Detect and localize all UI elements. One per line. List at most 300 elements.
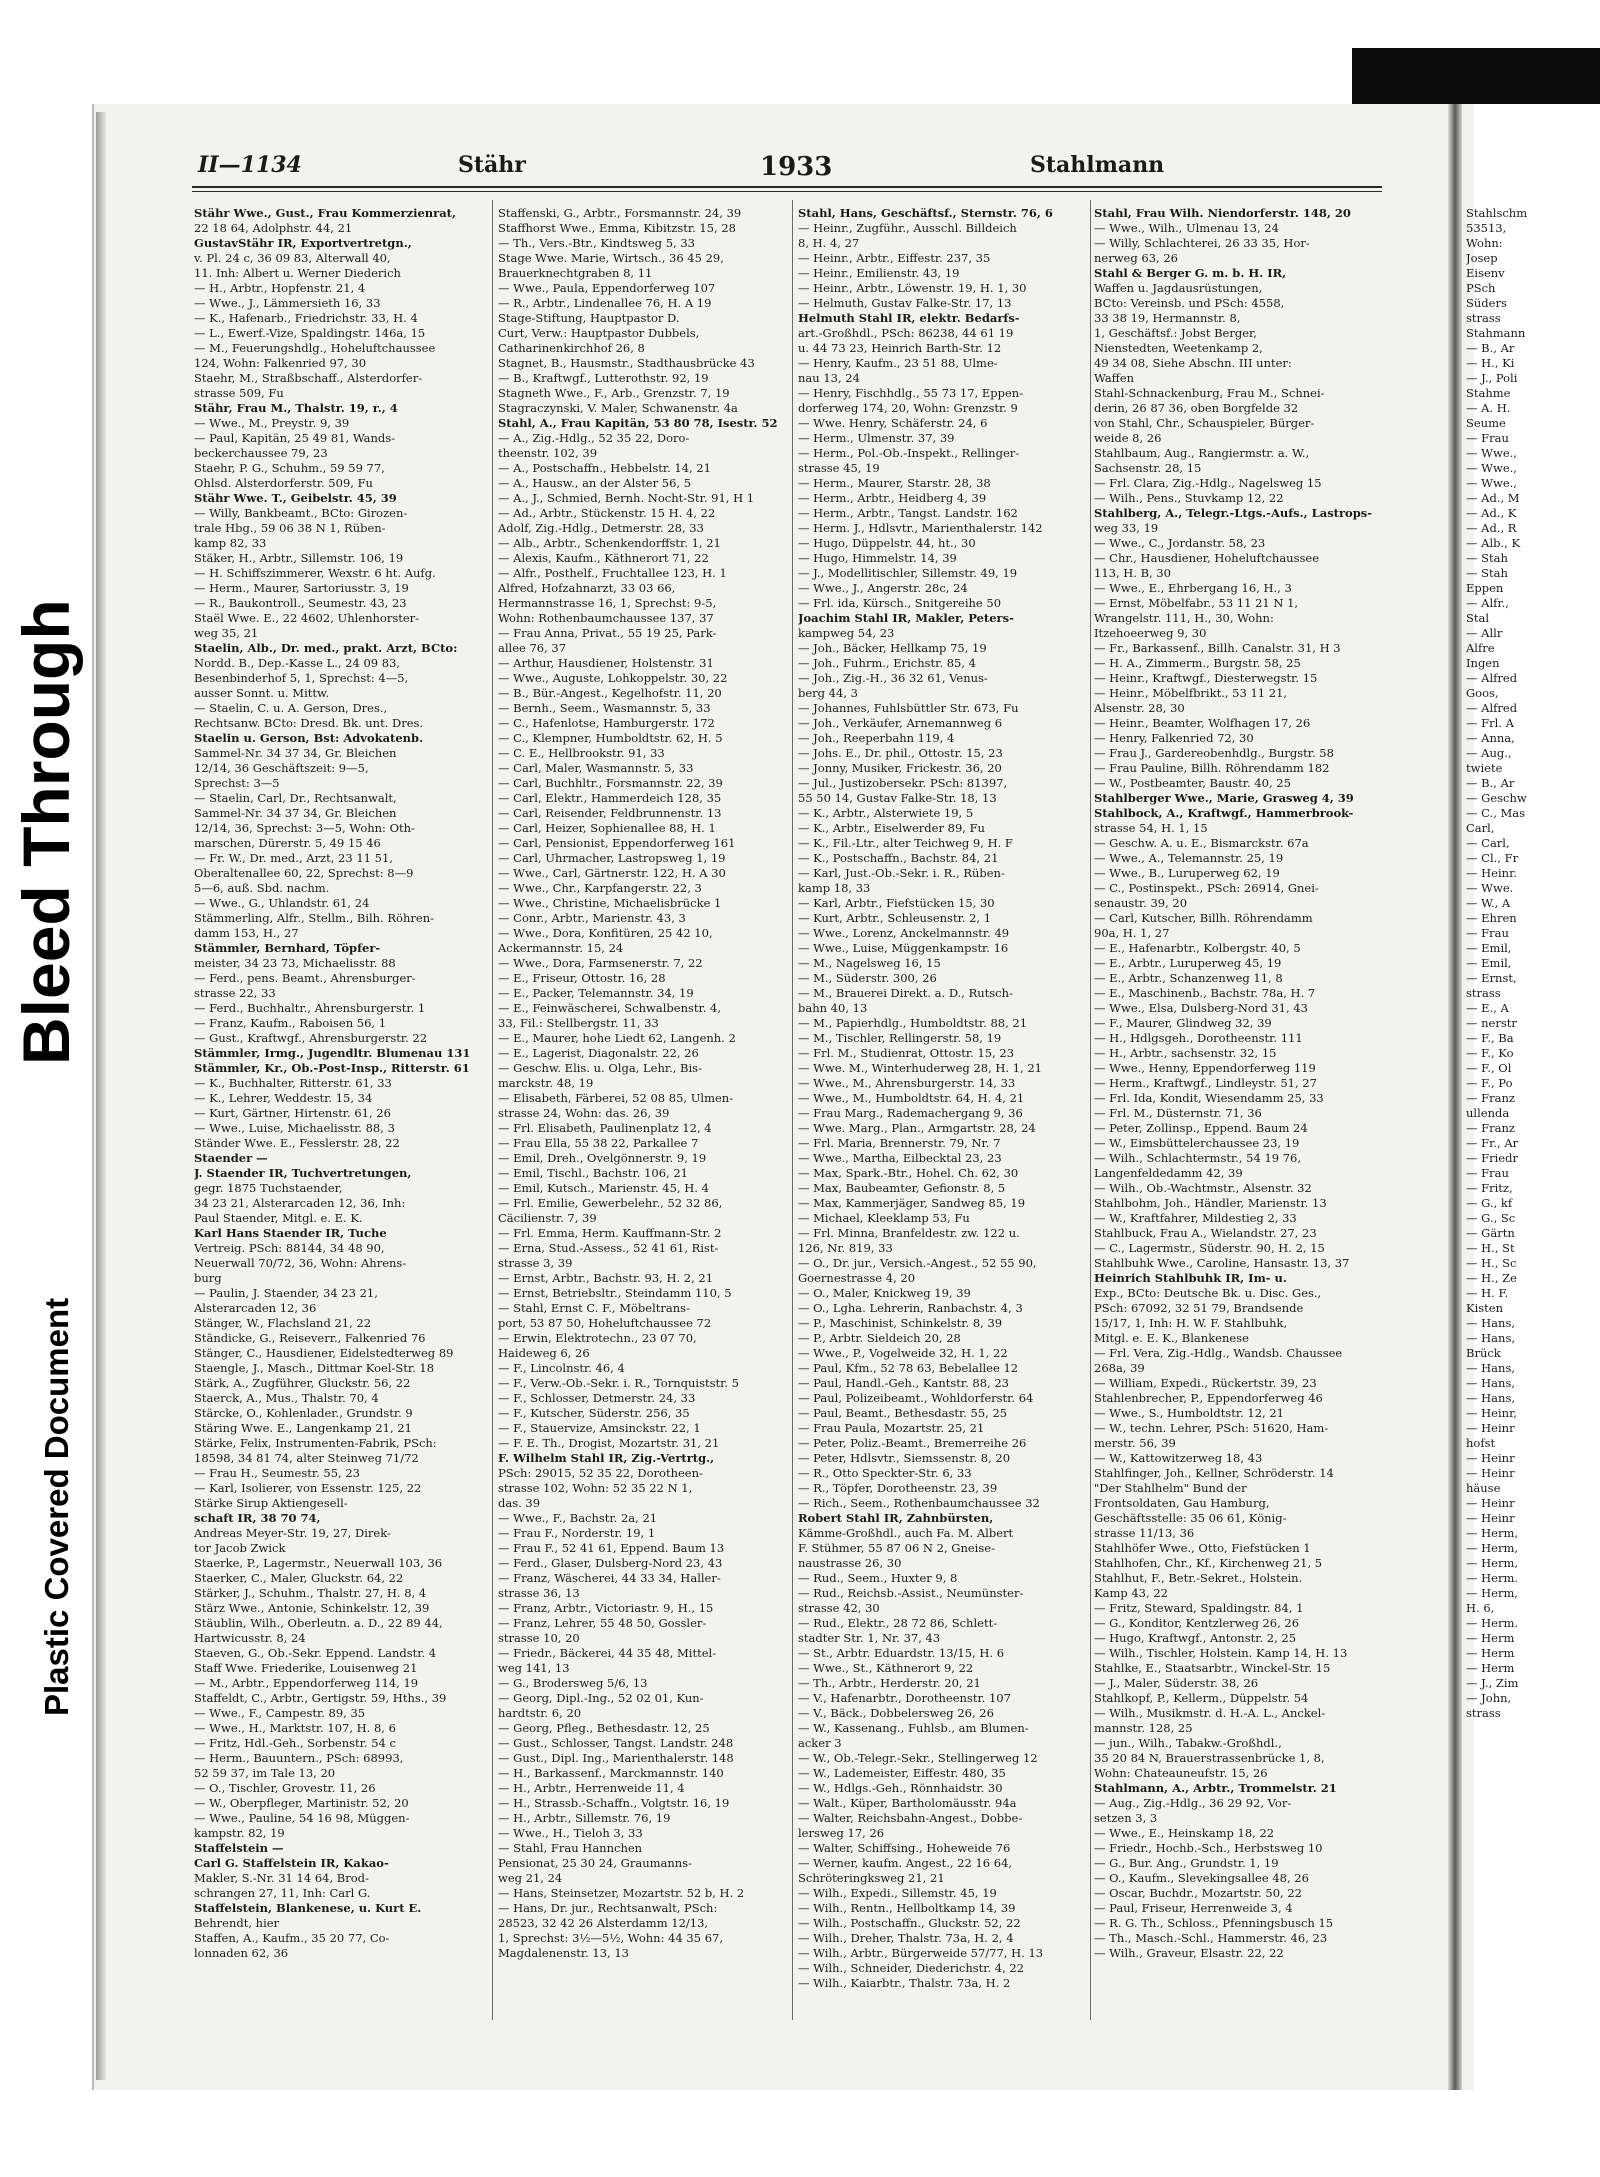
- directory-entry: — V., Hafenarbtr., Dorotheenstr. 107: [798, 1691, 1011, 1705]
- facing-page-entry: — Hans,: [1466, 1376, 1516, 1390]
- directory-entry: — Chr., Hausdiener, Hoheluftchaussee: [1094, 551, 1320, 565]
- directory-entry: 15/17, 1, Inh: H. W. F. Stahlbuhk,: [1094, 1316, 1288, 1330]
- directory-entry: — Rich., Seem., Rothenbaumchaussee 32: [798, 1496, 1040, 1510]
- facing-page-entry: — C., Mas: [1466, 806, 1526, 820]
- directory-entry: — Rud., Reichsb.-Assist., Neumünster-: [798, 1586, 1024, 1600]
- facing-page-entry: — Herm: [1466, 1631, 1515, 1645]
- directory-entry: — L., Ewerf.-Vize, Spaldingstr. 146a, 15: [194, 326, 426, 340]
- directory-entry: — P., Maschinist, Schinkelstr. 8, 39: [798, 1316, 1003, 1330]
- directory-entry: Behrendt, hier: [194, 1916, 280, 1930]
- facing-page-entry: — F., Po: [1466, 1076, 1513, 1090]
- directory-entry: — M., Süderstr. 300, 26: [798, 971, 937, 985]
- guide-word-left: Stähr: [458, 152, 526, 178]
- facing-page-entry: — Alfred: [1466, 671, 1518, 685]
- facing-page-entry: — H., Sc: [1466, 1256, 1517, 1270]
- directory-entry: Adolf, Zig.-Hdlg., Detmerstr. 28, 33: [498, 521, 704, 535]
- directory-entry: schaft IR, 38 70 74,: [194, 1511, 321, 1525]
- directory-entry: — W., Postbeamter, Baustr. 40, 25: [1094, 776, 1291, 790]
- directory-entry: — W., Kraftfahrer, Mildestieg 2, 33: [1094, 1211, 1297, 1225]
- facing-page-entry: — H., Ki: [1466, 356, 1515, 370]
- facing-page-entry: Stahme: [1466, 386, 1511, 400]
- facing-page-entry: — Heinr: [1466, 1421, 1515, 1435]
- facing-page-entry: — Ernst,: [1466, 971, 1517, 985]
- directory-entry: — Wwe., Dora, Farmsenerstr. 7, 22: [498, 956, 703, 970]
- facing-page-entry: — Wwe.: [1466, 881, 1514, 895]
- facing-page-entry: — Heinr: [1466, 1451, 1515, 1465]
- directory-entry: — O., Dr. jur., Versich.-Angest., 52 55 90,: [798, 1256, 1037, 1270]
- directory-entry: Catharinenkirchhof 26, 8: [498, 341, 645, 355]
- directory-entry: — St., Arbtr. Eduardstr. 13/15, H. 6: [798, 1646, 1005, 1660]
- directory-entry: Nordd. B., Dep.-Kasse L., 24 09 83,: [194, 656, 401, 670]
- directory-entry: — R., Töpfer, Dorotheenstr. 23, 39: [798, 1481, 998, 1495]
- directory-entry: strasse 24, Wohn: das. 26, 39: [498, 1106, 670, 1120]
- directory-entry: Stämmler, Bernhard, Töpfer-: [194, 941, 381, 955]
- directory-entry: — Herm. J., Hdlsvtr., Marienthalerstr. 142: [798, 521, 1043, 535]
- directory-entry: — Frl. Minna, Branfeldestr. zw. 122 u.: [798, 1226, 1020, 1240]
- directory-entry: — Stahl, Ernst C. F., Möbeltrans-: [498, 1301, 690, 1315]
- directory-entry: — K., Hafenarb., Friedrichstr. 33, H. 4: [194, 311, 418, 325]
- directory-entry: — Carl, Reisender, Feldbrunnenstr. 13: [498, 806, 722, 820]
- column-1: [194, 206, 484, 1961]
- guide-word-right: Stahlmann: [1030, 152, 1165, 178]
- directory-entry: allee 76, 37: [498, 641, 567, 655]
- directory-entry: — Frau H., Seumestr. 55, 23: [194, 1466, 360, 1480]
- directory-entry: Staerke, P., Lagermstr., Neuerwall 103, 36: [194, 1556, 443, 1570]
- scanner-black-corner: [1352, 48, 1600, 104]
- directory-entry: Joachim Stahl IR, Makler, Peters-: [798, 611, 1014, 625]
- directory-entry: Stahl, Hans, Geschäftsf., Sternstr. 76, 6: [798, 206, 1053, 220]
- directory-entry: Stahlke, E., Staatsarbtr., Winckel-Str. 15: [1094, 1661, 1331, 1675]
- directory-entry: Rechtsanw. BCto: Dresd. Bk. unt. Dres.: [194, 716, 424, 730]
- directory-entry: — K., Postschaffn., Bachstr. 84, 21: [798, 851, 999, 865]
- directory-entry: — Walter, Schiffsing., Hoheweide 76: [798, 1841, 1011, 1855]
- directory-entry: — F., Schlosser, Detmerstr. 24, 33: [498, 1391, 696, 1405]
- facing-page-entry: — Heinr: [1466, 1496, 1515, 1510]
- directory-entry: u. 44 73 23, Heinrich Barth-Str. 12: [798, 341, 1002, 355]
- directory-entry: meister, 34 23 73, Michaelisstr. 88: [194, 956, 396, 970]
- directory-entry: — Max, Baubeamter, Gefionstr. 8, 5: [798, 1181, 1006, 1195]
- directory-entry: — Franz, Arbtr., Victoriastr. 9, H., 15: [498, 1601, 714, 1615]
- facing-page-entry: Seume: [1466, 416, 1506, 430]
- directory-entry: — Heinr., Beamter, Wolfhagen 17, 26: [1094, 716, 1311, 730]
- directory-entry: — G., Konditor, Kentzlerweg 26, 26: [1094, 1616, 1300, 1630]
- directory-entry: — Georg, Pfleg., Bethesdastr. 12, 25: [498, 1721, 710, 1735]
- facing-page-entry: — B., Ar: [1466, 341, 1515, 355]
- directory-entry: — W., techn. Lehrer, PSch: 51620, Ham-: [1094, 1421, 1329, 1435]
- facing-page-entry: — Emil,: [1466, 941, 1512, 955]
- facing-page-entry: Stahmann: [1466, 326, 1526, 340]
- directory-entry: — Ferd., pens. Beamt., Ahrensburger-: [194, 971, 416, 985]
- directory-entry: — Franz, Lehrer, 55 48 50, Gossler-: [498, 1616, 707, 1630]
- directory-entry: Stagnet, B., Hausmstr., Stadthausbrücke 43: [498, 356, 755, 370]
- directory-entry: Sammel-Nr. 34 37 34, Gr. Bleichen: [194, 806, 397, 820]
- directory-entry: — Frl. Maria, Brennerstr. 79, Nr. 7: [798, 1136, 1001, 1150]
- directory-entry: — Carl, Buchhltr., Forsmannstr. 22, 39: [498, 776, 723, 790]
- directory-entry: — Carl, Pensionist, Eppendorferweg 161: [498, 836, 736, 850]
- directory-entry: — W., Eimsbüttelerchaussee 23, 19: [1094, 1136, 1300, 1150]
- directory-entry: — E., Lagerist, Diagonalstr. 22, 26: [498, 1046, 699, 1060]
- facing-page-entry: — Frau: [1466, 431, 1509, 445]
- directory-entry: — Wwe., M., Humboldtstr. 64, H. 4, 21: [798, 1091, 1025, 1105]
- directory-entry: Stärke, Felix, Instrumenten-Fabrik, PSch:: [194, 1436, 437, 1450]
- directory-entry: — Wwe., Luise, Müggenkampstr. 16: [798, 941, 1009, 955]
- directory-entry: — Frau Anna, Privat., 55 19 25, Park-: [498, 626, 717, 640]
- page-binding-edge: [96, 112, 106, 2080]
- facing-page-entry: — H., St: [1466, 1241, 1515, 1255]
- directory-entry: 1, Sprechst: 3½—5½, Wohn: 44 35 67,: [498, 1931, 723, 1945]
- directory-entry: Haideweg 6, 26: [498, 1346, 590, 1360]
- directory-entry: strasse 10, 20: [498, 1631, 580, 1645]
- directory-entry: mannstr. 128, 25: [1094, 1721, 1193, 1735]
- directory-entry: Alsterarcaden 12, 36: [194, 1301, 317, 1315]
- directory-entry: — Ernst, Arbtr., Bachstr. 93, H. 2, 21: [498, 1271, 714, 1285]
- directory-entry: — Paul, Beamt., Bethesdastr. 55, 25: [798, 1406, 1008, 1420]
- directory-entry: — Wwe. M., Winterhuderweg 28, H. 1, 21: [798, 1061, 1042, 1075]
- directory-entry: Staengle, J., Masch., Dittmar Koel-Str. 18: [194, 1361, 435, 1375]
- directory-entry: Stahl, Frau Wilh. Niendorferstr. 148, 20: [1094, 206, 1351, 220]
- directory-entry: — Wilh., Postschaffn., Gluckstr. 52, 22: [798, 1916, 1021, 1930]
- facing-page-entry: Alfre: [1466, 641, 1495, 655]
- facing-page-entry: — F., Ko: [1466, 1046, 1514, 1060]
- directory-entry: Staff Wwe. Friederike, Louisenweg 21: [194, 1661, 418, 1675]
- directory-entry: Alfred, Hofzahnarzt, 33 03 66,: [498, 581, 676, 595]
- facing-page-entry: Kisten: [1466, 1301, 1504, 1315]
- directory-entry: das. 39: [498, 1496, 541, 1510]
- directory-entry: — H., Arbtr., Herrenweide 11, 4: [498, 1781, 685, 1795]
- directory-entry: 8, H. 4, 27: [798, 236, 860, 250]
- directory-entry: strasse 11/13, 36: [1094, 1526, 1195, 1540]
- facing-page-entry: — E., A: [1466, 1001, 1509, 1015]
- directory-entry: — Erna, Stud.-Assess., 52 41 61, Rist-: [498, 1241, 719, 1255]
- facing-page-entry: — Frau: [1466, 926, 1509, 940]
- directory-entry: — A., Zig.-Hdlg., 52 35 22, Doro-: [498, 431, 690, 445]
- directory-entry: Hermannstrasse 16, 1, Sprechst: 9-5,: [498, 596, 717, 610]
- directory-entry: Stänger, W., Flachsland 21, 22: [194, 1316, 372, 1330]
- directory-entry: Stämmler, Irmg., Jugendltr. Blumenau 131: [194, 1046, 471, 1060]
- directory-entry: 28523, 32 42 26 Alsterdamm 12/13,: [498, 1916, 709, 1930]
- directory-entry: strasse 42, 30: [798, 1601, 880, 1615]
- facing-page-entry: — Alfred: [1466, 701, 1518, 715]
- directory-entry: — William, Expedi., Rückertstr. 39, 23: [1094, 1376, 1317, 1390]
- column-4: [1094, 206, 1384, 1961]
- directory-entry: — F., Maurer, Glindweg 32, 39: [1094, 1016, 1272, 1030]
- directory-entry: — Henry, Falkenried 72, 30: [1094, 731, 1254, 745]
- directory-entry: von Stahl, Chr., Schauspieler, Bürger-: [1094, 416, 1315, 430]
- directory-entry: — Wwe., Martha, Eilbecktal 23, 23: [798, 1151, 1002, 1165]
- directory-entry: BCto: Vereinsb. und PSch: 4558,: [1094, 296, 1285, 310]
- directory-entry: marschen, Dürerstr. 5, 49 15 46: [194, 836, 381, 850]
- facing-page-entry: — J., Poli: [1466, 371, 1518, 385]
- directory-entry: Stärcke, O., Kohlenlader., Grundstr. 9: [194, 1406, 413, 1420]
- directory-entry: — Henry, Fischhdlg., 55 73 17, Eppen-: [798, 386, 1024, 400]
- facing-page-entry: — Herm,: [1466, 1586, 1519, 1600]
- directory-entry: — Hans, Dr. jur., Rechtsanwalt, PSch:: [498, 1901, 718, 1915]
- facing-page-entry: — A. H.: [1466, 401, 1511, 415]
- directory-entry: Frontsoldaten, Gau Hamburg,: [1094, 1496, 1270, 1510]
- facing-page-entry: — H., Ze: [1466, 1271, 1517, 1285]
- directory-entry: — H. Schiffszimmerer, Wexstr. 6 ht. Aufg.: [194, 566, 436, 580]
- directory-entry: — G., Bur. Ang., Grundstr. 1, 19: [1094, 1856, 1279, 1870]
- directory-entry: — E., Maschinenb., Bachstr. 78a, H. 7: [1094, 986, 1316, 1000]
- directory-entry: — O., Maler, Knickweg 19, 39: [798, 1286, 971, 1300]
- directory-entry: Helmuth Stahl IR, elektr. Bedarfs-: [798, 311, 1020, 325]
- directory-entry: — K., Arbtr., Eiselwerder 89, Fu: [798, 821, 985, 835]
- directory-entry: — G., Brodersweg 5/6, 13: [498, 1676, 648, 1690]
- directory-entry: — Paulin, J. Staender, 34 23 21,: [194, 1286, 378, 1300]
- directory-entry: — Frl. Emilie, Gewerbelehr., 52 32 86,: [498, 1196, 723, 1210]
- directory-entry: Ohlsd. Alsterdorferstr. 509, Fu: [194, 476, 373, 490]
- directory-entry: — Herm., Bauuntern., PSch: 68993,: [194, 1751, 404, 1765]
- facing-page-entry: — Hans,: [1466, 1316, 1516, 1330]
- facing-page-entry: — Fritz,: [1466, 1181, 1513, 1195]
- directory-entry: — R., Otto Speckter-Str. 6, 33: [798, 1466, 972, 1480]
- directory-entry: Stahlmann, A., Arbtr., Trommelstr. 21: [1094, 1781, 1337, 1795]
- directory-entry: Andreas Meyer-Str. 19, 27, Direk-: [194, 1526, 391, 1540]
- directory-entry: Staffeldt, C., Arbtr., Gertigstr. 59, Hths., 39: [194, 1691, 447, 1705]
- directory-entry: — A., Hausw., an der Alster 56, 5: [498, 476, 692, 490]
- page-number: II—1134: [198, 152, 302, 178]
- directory-entry: — Gust., Dipl. Ing., Marienthalerstr. 148: [498, 1751, 734, 1765]
- directory-entry: — Emil, Tischl., Bachstr. 106, 21: [498, 1166, 688, 1180]
- directory-entry: — Wilh., Pens., Stuvkamp 12, 22: [1094, 491, 1284, 505]
- directory-entry: Staeven, G., Ob.-Sekr. Eppend. Landstr. 4: [194, 1646, 437, 1660]
- directory-entry: — Wwe., Henny, Eppendorferweg 119: [1094, 1061, 1316, 1075]
- directory-entry: Sammel-Nr. 34 37 34, Gr. Bleichen: [194, 746, 397, 760]
- directory-entry: — Joh., Reeperbahn 119, 4: [798, 731, 955, 745]
- facing-page-entry: — Anna,: [1466, 731, 1515, 745]
- directory-entry: Nienstedten, Weetenkamp 2,: [1094, 341, 1263, 355]
- directory-entry: — Max, Spark.-Btr., Hohel. Ch. 62, 30: [798, 1166, 1019, 1180]
- directory-entry: — Frau F., 52 41 61, Eppend. Baum 13: [498, 1541, 725, 1555]
- directory-entry: — Peter, Zollinsp., Eppend. Baum 24: [1094, 1121, 1308, 1135]
- directory-entry: F. Stühmer, 55 87 06 N 2, Gneise-: [798, 1541, 995, 1555]
- directory-entry: dorferweg 174, 20, Wohn: Grenzstr. 9: [798, 401, 1018, 415]
- directory-entry: — B., Kraftwgf., Lutterothstr. 92, 19: [498, 371, 709, 385]
- directory-entry: — Fr. W., Dr. med., Arzt, 23 11 51,: [194, 851, 393, 865]
- directory-entry: berg 44, 3: [798, 686, 858, 700]
- facing-page-entry: Eppen: [1466, 581, 1504, 595]
- directory-entry: — F., Stauervize, Amsinckstr. 22, 1: [498, 1421, 701, 1435]
- directory-entry: — Peter, Poliz.-Beamt., Bremerreihe 26: [798, 1436, 1027, 1450]
- directory-entry: — Wilh., Tischler, Holstein. Kamp 14, H. 13: [1094, 1646, 1348, 1660]
- directory-entry: — Ernst, Möbelfabr., 53 11 21 N 1,: [1094, 596, 1299, 610]
- directory-entry: Ständicke, G., Reiseverr., Falkenried 76: [194, 1331, 426, 1345]
- directory-entry: weg 33, 19: [1094, 521, 1159, 535]
- facing-page-entry: — Cl., Fr: [1466, 851, 1519, 865]
- directory-entry: — Herm., Maurer, Starstr. 28, 38: [798, 476, 991, 490]
- directory-entry: strasse 3, 39: [498, 1256, 573, 1270]
- directory-entry: derin, 26 87 36, oben Borgfelde 32: [1094, 401, 1299, 415]
- directory-entry: Carl G. Staffelstein IR, Kakao-: [194, 1856, 389, 1870]
- directory-entry: nerweg 63, 26: [1094, 251, 1178, 265]
- column-divider: [792, 200, 793, 2020]
- facing-page-entry: — Herm,: [1466, 1541, 1519, 1555]
- directory-entry: gegr. 1875 Tuchstaender,: [194, 1181, 343, 1195]
- directory-entry: — Frau Ella, 55 38 22, Parkallee 7: [498, 1136, 699, 1150]
- directory-entry: — Wilh., Musikmstr. d. H.-A. L., Anckel-: [1094, 1706, 1326, 1720]
- facing-page-entry: Süders: [1466, 296, 1507, 310]
- directory-entry: — E., Feinwäscherei, Schwalbenstr. 4,: [498, 1001, 722, 1015]
- directory-entry: 5—6, auß. Sbd. nachm.: [194, 881, 330, 895]
- directory-entry: — Wwe., A., Telemannstr. 25, 19: [1094, 851, 1284, 865]
- directory-entry: — H. A., Zimmerm., Burgstr. 58, 25: [1094, 656, 1301, 670]
- directory-entry: — Wwe., Chr., Karpfangerstr. 22, 3: [498, 881, 702, 895]
- directory-entry: Stage-Stiftung, Hauptpastor D.: [498, 311, 680, 325]
- directory-entry: — O., Lgha. Lehrerin, Ranbachstr. 4, 3: [798, 1301, 1023, 1315]
- directory-entry: 34 23 21, Alsterarcaden 12, 36, Inh:: [194, 1196, 406, 1210]
- directory-entry: Stärke Sirup Aktiengesell-: [194, 1496, 348, 1510]
- directory-entry: strasse 102, Wohn: 52 35 22 N 1,: [498, 1481, 693, 1495]
- facing-page-entry: 53513,: [1466, 221, 1507, 235]
- directory-entry: — H., Strassb.-Schaffn., Volgtstr. 16, 19: [498, 1796, 730, 1810]
- facing-page-entry: — F., Ol: [1466, 1061, 1512, 1075]
- directory-entry: Stage Wwe. Marie, Wirtsch., 36 45 29,: [498, 251, 724, 265]
- facing-page-entry: — J., Zim: [1466, 1676, 1519, 1690]
- directory-entry: merstr. 56, 39: [1094, 1436, 1176, 1450]
- header-rule-thin: [192, 191, 1382, 192]
- directory-entry: — Oscar, Buchdr., Mozartstr. 50, 22: [1094, 1886, 1302, 1900]
- directory-entry: Staffenski, G., Arbtr., Forsmannstr. 24, 39: [498, 206, 742, 220]
- directory-entry: — V., Bäck., Dobbelersweg 26, 26: [798, 1706, 994, 1720]
- directory-entry: Stärz Wwe., Antonie, Schinkelstr. 12, 39: [194, 1601, 430, 1615]
- directory-entry: — W., Kassenang., Fuhlsb., am Blumen-: [798, 1721, 1029, 1735]
- facing-page-entry: — Heinr,: [1466, 1406, 1517, 1420]
- facing-page-entry: — G., Sc: [1466, 1211, 1516, 1225]
- directory-entry: — Arthur, Hausdiener, Holstenstr. 31: [498, 656, 714, 670]
- directory-entry: — C. E., Hellbrookstr. 91, 33: [498, 746, 665, 760]
- directory-entry: burg: [194, 1271, 222, 1285]
- directory-entry: — Jul., Justizobersekr. PSch: 81397,: [798, 776, 1008, 790]
- directory-entry: — Wwe., Luise, Michaelisstr. 88, 3: [194, 1121, 395, 1135]
- directory-entry: Ständer Wwe. E., Fesslerstr. 28, 22: [194, 1136, 400, 1150]
- directory-entry: — Frl. Ida, Kondit, Wiesendamm 25, 33: [1094, 1091, 1324, 1105]
- directory-entry: 22 18 64, Adolphstr. 44, 21: [194, 221, 353, 235]
- directory-entry: — Paul, Friseur, Herrenweide 3, 4: [1094, 1901, 1293, 1915]
- directory-entry: Goernestrasse 4, 20: [798, 1271, 916, 1285]
- directory-entry: — M., Tischler, Rellingerstr. 58, 19: [798, 1031, 1002, 1045]
- facing-page-entry: Eisenv: [1466, 266, 1505, 280]
- directory-entry: — Carl, Uhrmacher, Lastropsweg 1, 19: [498, 851, 726, 865]
- directory-entry: — Carl, Elektr., Hammerdeich 128, 35: [498, 791, 722, 805]
- directory-entry: — F., Kutscher, Süderstr. 256, 35: [498, 1406, 690, 1420]
- directory-entry: lonnaden 62, 36: [194, 1946, 289, 1960]
- directory-entry: kamp 82, 33: [194, 536, 267, 550]
- directory-entry: — Wwe., J., Lämmersieth 16, 33: [194, 296, 381, 310]
- directory-entry: — Fr., Barkassenf., Billh. Canalstr. 31, H 3: [1094, 641, 1341, 655]
- facing-page-entry: Ingen: [1466, 656, 1500, 670]
- directory-entry: — H., Arbtr., Hopfenstr. 21, 4: [194, 281, 366, 295]
- directory-entry: Stämmerling, Alfr., Stellm., Bilh. Röhren-: [194, 911, 434, 925]
- directory-entry: — H., Hdlgsgeh., Dorotheenstr. 111: [1094, 1031, 1303, 1045]
- directory-entry: Heinrich Stahlbuhk IR, Im- u.: [1094, 1271, 1287, 1285]
- directory-entry: — Wwe., M., Preystr. 9, 39: [194, 416, 350, 430]
- directory-entry: — W., Oberpfleger, Martinistr. 52, 20: [194, 1796, 409, 1810]
- facing-page-entry: — Allr: [1466, 626, 1503, 640]
- directory-entry: weg 141, 13: [498, 1661, 570, 1675]
- directory-entry: — B., Bür.-Angest., Kegelhofstr. 11, 20: [498, 686, 722, 700]
- directory-entry: — Frau J., Gardereobenhdlg., Burgstr. 58: [1094, 746, 1334, 760]
- directory-entry: — Herm., Pol.-Ob.-Inspekt., Rellinger-: [798, 446, 1020, 460]
- directory-entry: Stahlbaum, Aug., Rangiermstr. a. W.,: [1094, 446, 1310, 460]
- directory-entry: 18598, 34 81 74, alter Steinweg 71/72: [194, 1451, 419, 1465]
- directory-entry: — Wwe., C., Jordanstr. 58, 23: [1094, 536, 1266, 550]
- directory-entry: Paul Staender, Mitgl. e. E. K.: [194, 1211, 363, 1225]
- directory-entry: — F., Lincolnstr. 46, 4: [498, 1361, 625, 1375]
- directory-entry: Kämme-Großhdl., auch Fa. M. Albert: [798, 1526, 1014, 1540]
- directory-entry: — Frau Paula, Mozartstr. 25, 21: [798, 1421, 985, 1435]
- directory-entry: Langenfeldedamm 42, 39: [1094, 1166, 1243, 1180]
- directory-entry: — Wilh., Arbtr., Bürgerweide 57/77, H. 13: [798, 1946, 1044, 1960]
- directory-entry: Stahl & Berger G. m. b. H. IR,: [1094, 266, 1287, 280]
- directory-entry: — Joh., Zig.-H., 36 32 61, Venus-: [798, 671, 988, 685]
- directory-entry: — Carl, Maler, Wasmannstr. 5, 33: [498, 761, 694, 775]
- directory-entry: — Frl. M., Studienrat, Ottostr. 15, 23: [798, 1046, 1015, 1060]
- directory-entry: — Heinr., Arbtr., Eiffestr. 237, 35: [798, 251, 991, 265]
- directory-entry: — Frl. M., Düsternstr. 71, 36: [1094, 1106, 1262, 1120]
- directory-entry: — A., Postschaffn., Hebbelstr. 14, 21: [498, 461, 711, 475]
- directory-entry: — O., Kaufm., Slevekingsallee 48, 26: [1094, 1871, 1309, 1885]
- directory-entry: — E., Arbtr., Schanzenweg 11, 8: [1094, 971, 1283, 985]
- directory-entry: — H., Arbtr., sachsenstr. 32, 15: [1094, 1046, 1277, 1060]
- directory-entry: — P., Arbtr. Sieldeich 20, 28: [798, 1331, 961, 1345]
- directory-entry: — Carl, Heizer, Sophienallee 88, H. 1: [498, 821, 716, 835]
- directory-entry: — F. E. Th., Drogist, Mozartstr. 31, 21: [498, 1436, 720, 1450]
- directory-entry: 12/14, 36 Geschäftszeit: 9—5,: [194, 761, 369, 775]
- facing-page-entry: — Friedr: [1466, 1151, 1518, 1165]
- directory-entry: Stahlbuhk Wwe., Caroline, Hansastr. 13, 37: [1094, 1256, 1350, 1270]
- directory-entry: — Max, Kammerjäger, Sandweg 85, 19: [798, 1196, 1026, 1210]
- directory-entry: — K., Arbtr., Alsterwiete 19, 5: [798, 806, 974, 820]
- directory-entry: — M., Feuerungshdlg., Hoheluftchaussee: [194, 341, 436, 355]
- directory-entry: — Henry, Kaufm., 23 51 88, Ulme-: [798, 356, 998, 370]
- directory-entry: — Geschw. A. u. E., Bismarckstr. 67a: [1094, 836, 1309, 850]
- directory-entry: — Wilh., Schlachtermstr., 54 19 76,: [1094, 1151, 1302, 1165]
- directory-entry: — H., Arbtr., Sillemstr. 76, 19: [498, 1811, 671, 1825]
- directory-entry: — E., Friseur, Ottostr. 16, 28: [498, 971, 666, 985]
- year-label: 1933: [760, 152, 833, 182]
- directory-entry: Stahlberg, A., Telegr.-Ltgs.-Aufs., Lastrops-: [1094, 506, 1373, 520]
- directory-entry: Brauerknechtgraben 8, 11: [498, 266, 653, 280]
- directory-entry: strasse 36, 13: [498, 1586, 580, 1600]
- directory-entry: — Wilh., Expedi., Sillemstr. 45, 19: [798, 1886, 997, 1900]
- facing-page-entry: — Herm: [1466, 1646, 1515, 1660]
- directory-entry: Staelin u. Gerson, Bst: Advokatenb.: [194, 731, 424, 745]
- directory-entry: — Staelin, Carl, Dr., Rechtsanwalt,: [194, 791, 397, 805]
- facing-page-entry: — Herm,: [1466, 1526, 1519, 1540]
- directory-entry: — M., Arbtr., Eppendorferweg 114, 19: [194, 1676, 419, 1690]
- facing-page-entry: Brück: [1466, 1346, 1501, 1360]
- facing-page-entry: strass: [1466, 1706, 1501, 1720]
- directory-entry: — F., Verw.-Ob.-Sekr. i. R., Tornquiststr. 5: [498, 1376, 739, 1390]
- directory-entry: naustrasse 26, 30: [798, 1556, 902, 1570]
- directory-entry: Wohn: Rothenbaumchaussee 137, 37: [498, 611, 714, 625]
- directory-entry: — Walt., Küper, Bartholomäusstr. 94a: [798, 1796, 1017, 1810]
- directory-entry: — M., Brauerei Direkt. a. D., Rutsch-: [798, 986, 1013, 1000]
- directory-entry: Cäcilienstr. 7, 39: [498, 1211, 597, 1225]
- directory-entry: — Alexis, Kaufm., Käthnerort 71, 22: [498, 551, 709, 565]
- directory-entry: setzen 3, 3: [1094, 1811, 1158, 1825]
- directory-entry: Pensionat, 25 30 24, Graumanns-: [498, 1856, 692, 1870]
- directory-entry: lersweg 17, 26: [798, 1826, 885, 1840]
- directory-entry: Exp., BCto: Deutsche Bk. u. Disc. Ges.,: [1094, 1286, 1322, 1300]
- directory-entry: — Franz, Wäscherei, 44 33 34, Haller-: [498, 1571, 721, 1585]
- facing-page-entry: — Gärtn: [1466, 1226, 1515, 1240]
- directory-entry: — Peter, Hdlsvtr., Siemssenstr. 8, 20: [798, 1451, 1011, 1465]
- directory-entry: — Hans, Steinsetzer, Mozartstr. 52 b, H. 2: [498, 1886, 745, 1900]
- directory-entry: — Paul, Handl.-Geh., Kantstr. 88, 23: [798, 1376, 1009, 1390]
- facing-page-entry: — Geschw: [1466, 791, 1527, 805]
- directory-entry: — Wwe., Lorenz, Anckelmannstr. 49: [798, 926, 1010, 940]
